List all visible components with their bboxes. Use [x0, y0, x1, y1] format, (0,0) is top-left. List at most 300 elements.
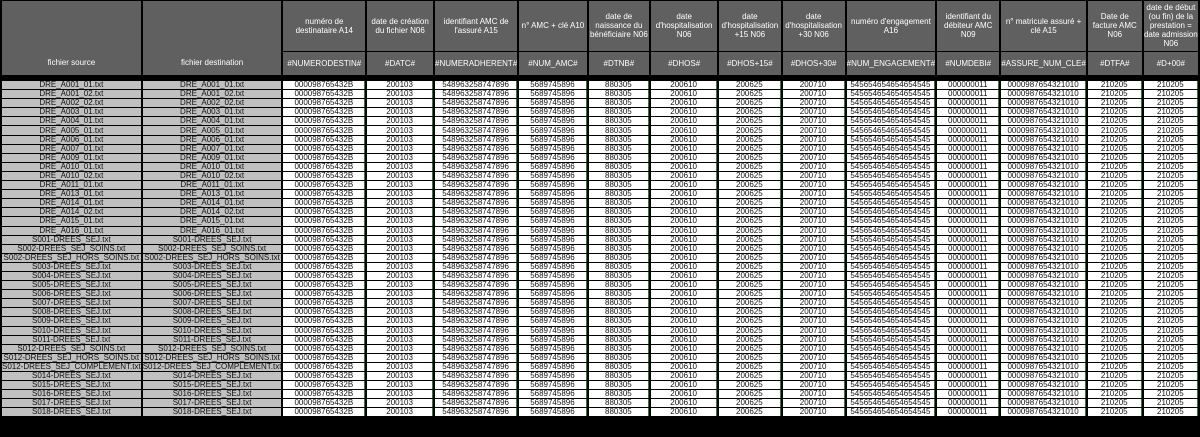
cell-value[interactable]: 0000987654321010 — [1001, 217, 1085, 225]
cell-value[interactable]: 210205 — [1088, 163, 1142, 171]
cell-value[interactable]: 210205 — [1088, 290, 1142, 298]
cell-source-file[interactable]: DRE_A014_01.txt — [2, 199, 141, 207]
cell-value[interactable]: 0000987654321010 — [1001, 126, 1085, 134]
cell-value[interactable]: 545654654654654545 — [847, 299, 935, 307]
cell-value[interactable]: 545654654654654545 — [847, 236, 935, 244]
cell-value[interactable]: 200103 — [367, 208, 433, 216]
cell-value[interactable]: 200710 — [783, 190, 845, 198]
cell-value[interactable]: 000000011 — [937, 327, 999, 335]
cell-value[interactable]: 5689745896 — [519, 90, 586, 98]
cell-value[interactable]: 200610 — [651, 154, 717, 162]
cell-value[interactable]: 200103 — [367, 281, 433, 289]
cell-value[interactable]: 210205 — [1144, 181, 1198, 189]
cell-value[interactable]: 200710 — [783, 290, 845, 298]
cell-destination-file[interactable]: DRE_A015_01.txt — [143, 217, 282, 225]
cell-destination-file[interactable]: S004-DREES_SEJ.txt — [143, 272, 282, 280]
cell-source-file[interactable]: S002-DREES_SEJ_SOINS.txt — [2, 245, 141, 253]
cell-value[interactable]: 200103 — [367, 372, 433, 380]
cell-value[interactable]: 548963258747896 — [435, 299, 517, 307]
cell-value[interactable]: 200625 — [719, 381, 780, 389]
cell-value[interactable]: 210205 — [1144, 317, 1198, 325]
cell-value[interactable]: 548963258747896 — [435, 254, 517, 262]
cell-value[interactable]: 200625 — [719, 199, 780, 207]
cell-destination-file[interactable]: S002-DREES_SEJ_SOINS.txt — [143, 245, 282, 253]
cell-value[interactable]: 880305 — [589, 199, 650, 207]
cell-value[interactable]: 210205 — [1144, 254, 1198, 262]
cell-value[interactable]: 0000987654321010 — [1001, 136, 1085, 144]
cell-value[interactable]: 880305 — [589, 172, 650, 180]
cell-value[interactable]: 880305 — [589, 245, 650, 253]
cell-value[interactable]: 200103 — [367, 363, 433, 371]
cell-value[interactable]: 210205 — [1088, 181, 1142, 189]
cell-value[interactable]: 0000987654321010 — [1001, 99, 1085, 107]
column-code[interactable]: #ASSURE_NUM_CLE# — [1001, 52, 1085, 75]
cell-value[interactable]: 200610 — [651, 81, 717, 89]
cell-value[interactable]: 000098765432B — [283, 181, 365, 189]
cell-value[interactable]: 880305 — [589, 136, 650, 144]
column-code[interactable]: #DTNB# — [589, 52, 650, 75]
cell-value[interactable]: 200103 — [367, 190, 433, 198]
cell-destination-file[interactable]: DRE_A011_01.txt — [143, 181, 282, 189]
cell-value[interactable]: 000000011 — [937, 227, 999, 235]
cell-value[interactable]: 5689745896 — [519, 108, 586, 116]
cell-value[interactable]: 000000011 — [937, 390, 999, 398]
cell-value[interactable]: 200610 — [651, 236, 717, 244]
cell-value[interactable]: 200710 — [783, 272, 845, 280]
cell-value[interactable]: 200710 — [783, 99, 845, 107]
cell-value[interactable]: 200625 — [719, 81, 780, 89]
cell-value[interactable]: 210205 — [1088, 272, 1142, 280]
cell-value[interactable]: 200710 — [783, 217, 845, 225]
cell-value[interactable]: 880305 — [589, 390, 650, 398]
cell-source-file[interactable]: DRE_A003_01.txt — [2, 108, 141, 116]
cell-value[interactable]: 200625 — [719, 308, 780, 316]
cell-value[interactable]: 200610 — [651, 381, 717, 389]
cell-value[interactable]: 200610 — [651, 145, 717, 153]
cell-value[interactable]: 210205 — [1144, 217, 1198, 225]
cell-destination-file[interactable]: DRE_A016_01.txt — [143, 227, 282, 235]
cell-value[interactable]: 210205 — [1144, 126, 1198, 134]
cell-destination-file[interactable]: DRE_A007_01.txt — [143, 145, 282, 153]
cell-value[interactable]: 880305 — [589, 317, 650, 325]
cell-value[interactable]: 000000011 — [937, 236, 999, 244]
cell-source-file[interactable]: S011-DREES_SEJ.txt — [2, 336, 141, 344]
cell-value[interactable]: 880305 — [589, 272, 650, 280]
cell-value[interactable]: 210205 — [1144, 363, 1198, 371]
cell-value[interactable]: 200103 — [367, 381, 433, 389]
cell-value[interactable]: 200103 — [367, 99, 433, 107]
cell-value[interactable]: 000000011 — [937, 117, 999, 125]
cell-value[interactable]: 5689745896 — [519, 381, 586, 389]
cell-destination-file[interactable]: DRE_A010_01.txt — [143, 163, 282, 171]
cell-value[interactable]: 200710 — [783, 336, 845, 344]
cell-destination-file[interactable]: S012-DREES_SEJ_COMPLEMENT.txt — [142, 362, 282, 371]
cell-value[interactable]: 0000987654321010 — [1001, 236, 1085, 244]
cell-value[interactable]: 210205 — [1088, 90, 1142, 98]
cell-value[interactable]: 000000011 — [937, 136, 999, 144]
cell-value[interactable]: 0000987654321010 — [1001, 245, 1085, 253]
cell-source-file[interactable]: DRE_A013_01.txt — [2, 190, 141, 198]
cell-value[interactable]: 000098765432B — [283, 236, 365, 244]
cell-value[interactable]: 000000011 — [937, 290, 999, 298]
cell-value[interactable]: 000098765432B — [283, 254, 365, 262]
cell-value[interactable]: 200625 — [719, 172, 780, 180]
cell-value[interactable]: 880305 — [589, 254, 650, 262]
cell-value[interactable]: 545654654654654545 — [847, 145, 935, 153]
cell-value[interactable]: 545654654654654545 — [847, 126, 935, 134]
cell-destination-file[interactable]: DRE_A003_01.txt — [143, 108, 282, 116]
cell-value[interactable]: 200103 — [367, 236, 433, 244]
cell-value[interactable]: 548963258747896 — [435, 172, 517, 180]
cell-value[interactable]: 210205 — [1088, 236, 1142, 244]
cell-value[interactable]: 548963258747896 — [435, 236, 517, 244]
cell-value[interactable]: 545654654654654545 — [847, 263, 935, 271]
cell-value[interactable]: 210205 — [1088, 126, 1142, 134]
cell-value[interactable]: 200103 — [367, 263, 433, 271]
cell-value[interactable]: 880305 — [589, 381, 650, 389]
cell-value[interactable]: 548963258747896 — [435, 99, 517, 107]
column-code[interactable]: #NUM_ENGAGEMENT# — [847, 52, 935, 75]
cell-value[interactable]: 545654654654654545 — [847, 381, 935, 389]
cell-value[interactable]: 210205 — [1144, 336, 1198, 344]
cell-destination-file[interactable]: DRE_A001_01.txt — [143, 81, 282, 89]
cell-value[interactable]: 545654654654654545 — [847, 154, 935, 162]
cell-value[interactable]: 200625 — [719, 263, 780, 271]
cell-value[interactable]: 000098765432B — [283, 408, 365, 416]
column-header[interactable]: Date de facture AMC N06 — [1088, 1, 1142, 51]
cell-value[interactable]: 548963258747896 — [435, 263, 517, 271]
cell-value[interactable]: 548963258747896 — [435, 372, 517, 380]
cell-value[interactable]: 200710 — [783, 363, 845, 371]
cell-destination-file[interactable]: DRE_A006_01.txt — [143, 136, 282, 144]
cell-value[interactable]: 000098765432B — [283, 154, 365, 162]
cell-value[interactable]: 5689745896 — [519, 208, 586, 216]
cell-value[interactable]: 210205 — [1088, 190, 1142, 198]
cell-value[interactable]: 210205 — [1144, 408, 1198, 416]
column-code[interactable]: #DATC# — [367, 52, 433, 75]
cell-value[interactable]: 200610 — [651, 281, 717, 289]
cell-value[interactable]: 210205 — [1144, 163, 1198, 171]
cell-source-file[interactable]: S012-DREES_SEJ_COMPLEMENT.txt — [2, 362, 141, 371]
cell-value[interactable]: 000098765432B — [283, 290, 365, 298]
cell-value[interactable]: 210205 — [1144, 136, 1198, 144]
cell-value[interactable]: 200625 — [719, 163, 780, 171]
cell-value[interactable]: 548963258747896 — [435, 90, 517, 98]
cell-value[interactable]: 000098765432B — [283, 172, 365, 180]
cell-value[interactable]: 000098765432B — [283, 399, 365, 407]
cell-value[interactable]: 200710 — [783, 299, 845, 307]
column-code[interactable]: #D+00# — [1144, 52, 1198, 75]
cell-value[interactable]: 200610 — [651, 117, 717, 125]
cell-value[interactable]: 210205 — [1088, 208, 1142, 216]
cell-value[interactable]: 210205 — [1144, 208, 1198, 216]
cell-value[interactable]: 000000011 — [937, 208, 999, 216]
cell-value[interactable]: 000098765432B — [283, 99, 365, 107]
cell-value[interactable]: 000098765432B — [283, 199, 365, 207]
cell-value[interactable]: 200103 — [367, 154, 433, 162]
cell-value[interactable]: 545654654654654545 — [847, 290, 935, 298]
cell-value[interactable]: 200625 — [719, 145, 780, 153]
cell-source-file[interactable]: DRE_A006_01.txt — [2, 136, 141, 144]
cell-value[interactable]: 0000987654321010 — [1001, 399, 1085, 407]
cell-value[interactable]: 880305 — [589, 308, 650, 316]
cell-destination-file[interactable]: S003-DREES_SEJ.txt — [143, 263, 282, 271]
cell-value[interactable]: 200610 — [651, 308, 717, 316]
cell-value[interactable]: 200710 — [783, 263, 845, 271]
cell-value[interactable]: 200610 — [651, 272, 717, 280]
cell-value[interactable]: 880305 — [589, 126, 650, 134]
cell-source-file[interactable]: DRE_A015_01.txt — [2, 217, 141, 225]
cell-source-file[interactable]: DRE_A009_01.txt — [2, 154, 141, 162]
cell-value[interactable]: 200103 — [367, 81, 433, 89]
cell-value[interactable]: 545654654654654545 — [847, 208, 935, 216]
cell-value[interactable]: 210205 — [1088, 172, 1142, 180]
cell-value[interactable]: 0000987654321010 — [1001, 281, 1085, 289]
cell-value[interactable]: 548963258747896 — [435, 290, 517, 298]
cell-value[interactable]: 200625 — [719, 336, 780, 344]
cell-destination-file[interactable]: DRE_A013_01.txt — [143, 190, 282, 198]
cell-destination-file[interactable]: S017-DREES_SEJ.txt — [143, 399, 282, 407]
cell-value[interactable]: 880305 — [589, 399, 650, 407]
cell-value[interactable]: 5689745896 — [519, 163, 586, 171]
cell-value[interactable]: 200625 — [719, 317, 780, 325]
cell-value[interactable]: 0000987654321010 — [1001, 308, 1085, 316]
cell-value[interactable]: 880305 — [589, 299, 650, 307]
cell-value[interactable]: 200710 — [783, 381, 845, 389]
column-code[interactable]: #DHOS+15# — [719, 52, 780, 75]
cell-value[interactable]: 200610 — [651, 336, 717, 344]
cell-value[interactable]: 210205 — [1144, 290, 1198, 298]
cell-destination-file[interactable]: S005-DREES_SEJ.txt — [143, 281, 282, 289]
cell-value[interactable]: 200710 — [783, 408, 845, 416]
cell-value[interactable]: 200610 — [651, 390, 717, 398]
cell-value[interactable]: 548963258747896 — [435, 108, 517, 116]
column-code[interactable]: #NUM_AMC# — [519, 52, 586, 75]
cell-value[interactable]: 200610 — [651, 290, 717, 298]
cell-source-file[interactable]: DRE_A010_01.txt — [2, 163, 141, 171]
cell-source-file[interactable]: S001-DREES_SEJ.txt — [2, 236, 141, 244]
cell-value[interactable]: 210205 — [1088, 281, 1142, 289]
cell-value[interactable]: 000098765432B — [283, 217, 365, 225]
cell-value[interactable]: 545654654654654545 — [847, 354, 935, 362]
cell-value[interactable]: 880305 — [589, 90, 650, 98]
cell-value[interactable]: 545654654654654545 — [847, 272, 935, 280]
cell-value[interactable]: 200625 — [719, 290, 780, 298]
cell-value[interactable]: 0000987654321010 — [1001, 327, 1085, 335]
cell-value[interactable]: 545654654654654545 — [847, 281, 935, 289]
cell-value[interactable]: 210205 — [1144, 172, 1198, 180]
cell-value[interactable]: 000098765432B — [283, 108, 365, 116]
cell-destination-file[interactable]: S009-DREES_SEJ.txt — [143, 317, 282, 325]
cell-value[interactable]: 200610 — [651, 363, 717, 371]
cell-value[interactable]: 5689745896 — [519, 227, 586, 235]
cell-value[interactable]: 548963258747896 — [435, 154, 517, 162]
cell-value[interactable]: 880305 — [589, 190, 650, 198]
cell-value[interactable]: 5689745896 — [519, 308, 586, 316]
cell-value[interactable]: 5689745896 — [519, 99, 586, 107]
cell-value[interactable]: 0000987654321010 — [1001, 290, 1085, 298]
cell-value[interactable]: 200103 — [367, 390, 433, 398]
cell-source-file[interactable]: DRE_A014_02.txt — [2, 208, 141, 216]
cell-source-file[interactable]: DRE_A005_01.txt — [2, 126, 141, 134]
cell-source-file[interactable]: S014-DREES_SEJ.txt — [2, 372, 141, 380]
column-header[interactable]: n° matricule assuré + clé A15 — [1001, 1, 1085, 51]
cell-value[interactable]: 200610 — [651, 199, 717, 207]
cell-value[interactable]: 5689745896 — [519, 126, 586, 134]
cell-source-file[interactable]: S005-DREES_SEJ.txt — [2, 281, 141, 289]
cell-value[interactable]: 210205 — [1144, 345, 1198, 353]
cell-source-file[interactable]: DRE_A011_01.txt — [2, 181, 141, 189]
cell-value[interactable]: 200610 — [651, 181, 717, 189]
cell-value[interactable]: 000000011 — [937, 263, 999, 271]
cell-value[interactable]: 200625 — [719, 327, 780, 335]
cell-value[interactable]: 000000011 — [937, 126, 999, 134]
cell-value[interactable]: 880305 — [589, 181, 650, 189]
cell-value[interactable]: 210205 — [1088, 117, 1142, 125]
cell-value[interactable]: 200610 — [651, 208, 717, 216]
cell-value[interactable]: 0000987654321010 — [1001, 208, 1085, 216]
cell-destination-file[interactable]: S010-DREES_SEJ.txt — [143, 327, 282, 335]
cell-value[interactable]: 5689745896 — [519, 117, 586, 125]
cell-value[interactable]: 000000011 — [937, 154, 999, 162]
cell-value[interactable]: 200625 — [719, 154, 780, 162]
cell-destination-file[interactable]: S014-DREES_SEJ.txt — [143, 372, 282, 380]
cell-value[interactable]: 548963258747896 — [435, 245, 517, 253]
cell-value[interactable]: 210205 — [1144, 154, 1198, 162]
cell-value[interactable]: 200103 — [367, 217, 433, 225]
cell-destination-file[interactable]: S007-DREES_SEJ.txt — [143, 299, 282, 307]
cell-value[interactable]: 200710 — [783, 245, 845, 253]
cell-value[interactable]: 548963258747896 — [435, 327, 517, 335]
cell-source-file[interactable]: DRE_A001_02.txt — [2, 90, 141, 98]
cell-value[interactable]: 210205 — [1144, 190, 1198, 198]
cell-value[interactable]: 5689745896 — [519, 372, 586, 380]
cell-value[interactable]: 548963258747896 — [435, 281, 517, 289]
cell-value[interactable]: 210205 — [1144, 263, 1198, 271]
cell-value[interactable]: 210205 — [1088, 263, 1142, 271]
cell-value[interactable]: 5689745896 — [519, 363, 586, 371]
cell-source-file[interactable]: S012-DREES_SEJ_HORS_SOINS.txt — [3, 353, 140, 362]
cell-value[interactable]: 000000011 — [937, 217, 999, 225]
cell-value[interactable]: 548963258747896 — [435, 381, 517, 389]
cell-value[interactable]: 200625 — [719, 408, 780, 416]
cell-value[interactable]: 210205 — [1088, 327, 1142, 335]
cell-value[interactable]: 548963258747896 — [435, 190, 517, 198]
cell-value[interactable]: 200710 — [783, 390, 845, 398]
cell-source-file[interactable]: DRE_A002_02.txt — [2, 99, 141, 107]
cell-value[interactable]: 000098765432B — [283, 208, 365, 216]
cell-value[interactable]: 545654654654654545 — [847, 163, 935, 171]
cell-value[interactable]: 210205 — [1144, 245, 1198, 253]
cell-value[interactable]: 200103 — [367, 327, 433, 335]
cell-value[interactable]: 880305 — [589, 163, 650, 171]
column-header[interactable]: date de naissance du bénéficiaire N06 — [589, 1, 650, 51]
cell-value[interactable]: 200610 — [651, 136, 717, 144]
cell-source-file[interactable]: S006-DREES_SEJ.txt — [2, 290, 141, 298]
column-header[interactable]: numéro d'engagement A16 — [847, 1, 935, 51]
cell-value[interactable]: 210205 — [1088, 408, 1142, 416]
cell-value[interactable]: 200610 — [651, 327, 717, 335]
cell-value[interactable]: 880305 — [589, 363, 650, 371]
cell-value[interactable]: 200710 — [783, 136, 845, 144]
cell-value[interactable]: 880305 — [589, 208, 650, 216]
cell-value[interactable]: 880305 — [589, 81, 650, 89]
cell-value[interactable]: 545654654654654545 — [847, 181, 935, 189]
cell-source-file[interactable]: S003-DREES_SEJ.txt — [2, 263, 141, 271]
cell-value[interactable]: 5689745896 — [519, 199, 586, 207]
cell-value[interactable]: 200625 — [719, 372, 780, 380]
cell-value[interactable]: 0000987654321010 — [1001, 145, 1085, 153]
cell-value[interactable]: 0000987654321010 — [1001, 227, 1085, 235]
cell-value[interactable]: 000098765432B — [283, 363, 365, 371]
cell-value[interactable]: 545654654654654545 — [847, 399, 935, 407]
cell-value[interactable]: 545654654654654545 — [847, 308, 935, 316]
cell-value[interactable]: 000000011 — [937, 172, 999, 180]
cell-value[interactable]: 210205 — [1144, 299, 1198, 307]
cell-value[interactable]: 200103 — [367, 290, 433, 298]
cell-value[interactable]: 200625 — [719, 90, 780, 98]
cell-value[interactable]: 5689745896 — [519, 181, 586, 189]
cell-destination-file[interactable]: S016-DREES_SEJ.txt — [143, 390, 282, 398]
cell-value[interactable]: 000098765432B — [283, 163, 365, 171]
cell-value[interactable]: 0000987654321010 — [1001, 363, 1085, 371]
cell-value[interactable]: 200610 — [651, 399, 717, 407]
cell-value[interactable]: 0000987654321010 — [1001, 172, 1085, 180]
cell-value[interactable]: 200103 — [367, 345, 433, 353]
cell-value[interactable]: 210205 — [1144, 90, 1198, 98]
cell-value[interactable]: 200103 — [367, 254, 433, 262]
cell-value[interactable]: 200710 — [783, 354, 845, 362]
cell-value[interactable]: 210205 — [1144, 117, 1198, 125]
cell-value[interactable]: 200610 — [651, 90, 717, 98]
cell-value[interactable]: 000000011 — [937, 308, 999, 316]
cell-value[interactable]: 000098765432B — [283, 336, 365, 344]
cell-value[interactable]: 545654654654654545 — [847, 117, 935, 125]
cell-value[interactable]: 880305 — [589, 154, 650, 162]
cell-value[interactable]: 200710 — [783, 236, 845, 244]
cell-source-file[interactable]: S004-DREES_SEJ.txt — [2, 272, 141, 280]
cell-destination-file[interactable]: DRE_A010_02.txt — [143, 172, 282, 180]
cell-destination-file[interactable]: S015-DREES_SEJ.txt — [143, 381, 282, 389]
cell-value[interactable]: 5689745896 — [519, 254, 586, 262]
cell-value[interactable]: 200710 — [783, 81, 845, 89]
cell-value[interactable]: 545654654654654545 — [847, 390, 935, 398]
cell-value[interactable]: 000000011 — [937, 354, 999, 362]
column-code[interactable]: #DHOS+30# — [783, 52, 845, 75]
cell-value[interactable]: 200625 — [719, 181, 780, 189]
cell-value[interactable]: 000000011 — [937, 99, 999, 107]
cell-value[interactable]: 000098765432B — [283, 227, 365, 235]
cell-value[interactable]: 0000987654321010 — [1001, 263, 1085, 271]
cell-value[interactable]: 210205 — [1088, 145, 1142, 153]
cell-destination-file[interactable]: S002-DREES_SEJ_HORS_SOINS.txt — [144, 253, 280, 262]
cell-value[interactable]: 200625 — [719, 99, 780, 107]
cell-value[interactable]: 200103 — [367, 136, 433, 144]
cell-value[interactable]: 200625 — [719, 281, 780, 289]
cell-value[interactable]: 880305 — [589, 99, 650, 107]
cell-value[interactable]: 210205 — [1088, 363, 1142, 371]
cell-value[interactable]: 210205 — [1088, 372, 1142, 380]
cell-value[interactable]: 000000011 — [937, 190, 999, 198]
column-header[interactable]: date d'hospitalisation +15 N06 — [719, 1, 780, 51]
cell-value[interactable]: 200103 — [367, 126, 433, 134]
cell-value[interactable]: 210205 — [1088, 136, 1142, 144]
cell-value[interactable]: 548963258747896 — [435, 136, 517, 144]
cell-value[interactable]: 200610 — [651, 99, 717, 107]
cell-value[interactable]: 200625 — [719, 117, 780, 125]
cell-value[interactable]: 210205 — [1144, 381, 1198, 389]
cell-value[interactable]: 880305 — [589, 327, 650, 335]
